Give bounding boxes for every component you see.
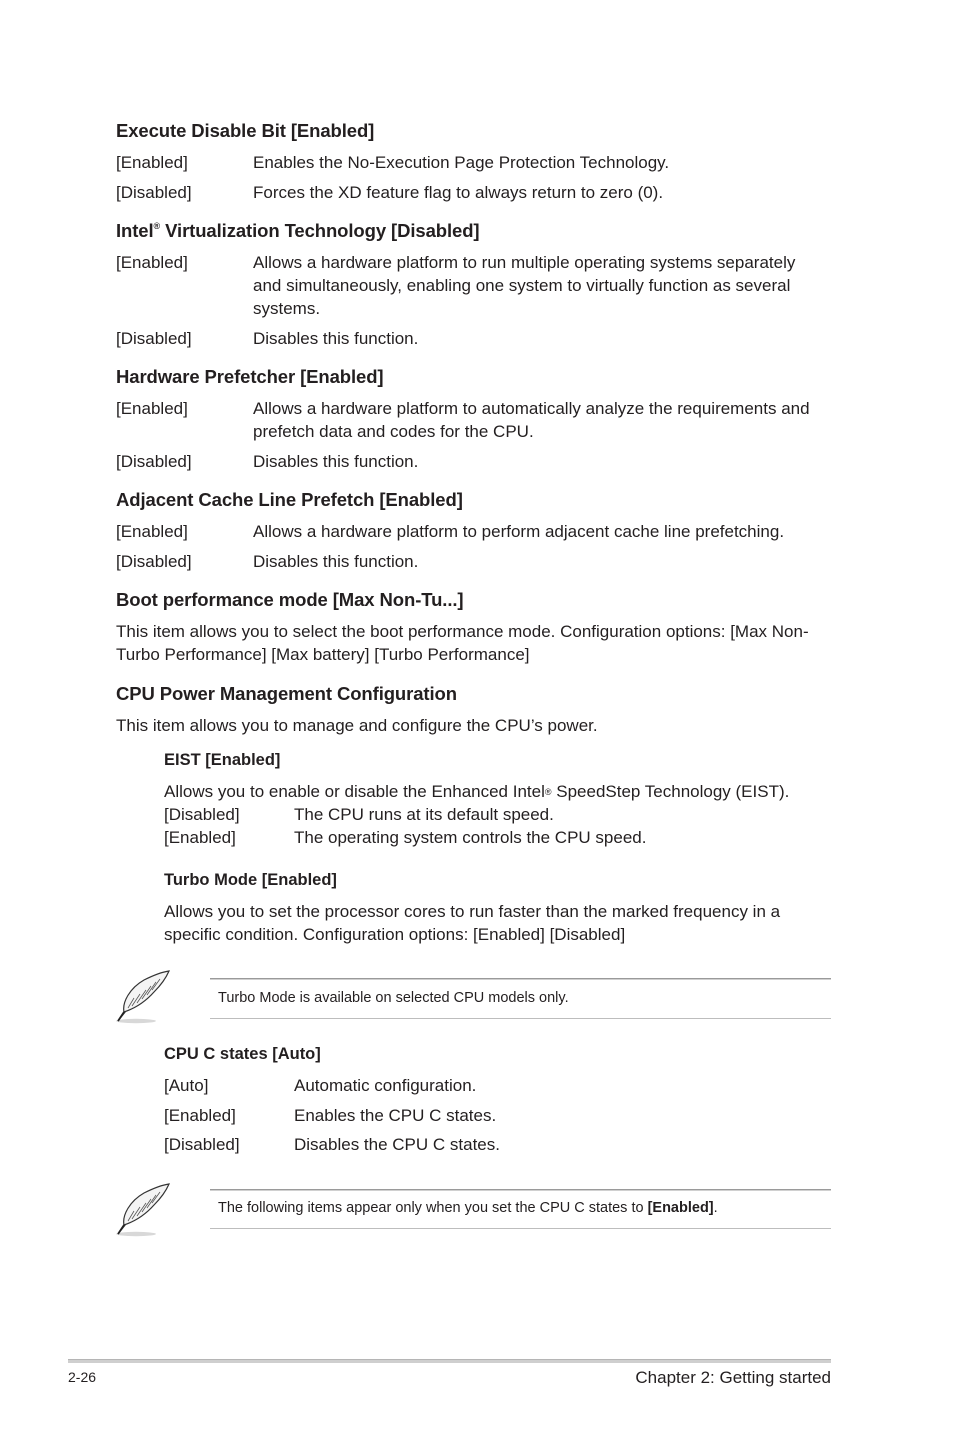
heading-virtualization-technology: Intel® Virtualization Technology [Disabled]: [116, 220, 480, 241]
note-text: The following items appear only when you set the CPU C states to [Enabled].: [218, 1200, 718, 1216]
option-label: [Enabled]: [164, 828, 236, 847]
option-label: [Disabled]: [164, 805, 240, 824]
option-description: Enables the No-Execution Page Protection Technology.: [253, 153, 670, 172]
option-label: [Enabled]: [164, 1106, 236, 1125]
heading-execute-disable-bit: Execute Disable Bit [Enabled]: [116, 120, 375, 141]
heading-boot-performance-mode: Boot performance mode [Max Non-Tu...]: [116, 589, 464, 610]
option-description: Disables the CPU C states.: [294, 1135, 500, 1154]
option-label: [Enabled]: [116, 253, 188, 272]
note-text: Turbo Mode is available on selected CPU models only.: [218, 990, 569, 1006]
footer-divider: [68, 1359, 831, 1363]
subheading-cpu-c-states: CPU C states [Auto]: [164, 1045, 321, 1063]
note-divider-bottom: [210, 1018, 831, 1019]
section-body: Allows you to set the processor cores to run faster than the marked frequency in a specific condition. Configuration options: [Enabled] [Disabled]: [164, 902, 781, 944]
option-label: [Enabled]: [116, 399, 188, 418]
option-label: [Disabled]: [116, 552, 192, 571]
option-description: The operating system controls the CPU speed.: [294, 828, 647, 847]
option-description: Disables this function.: [253, 552, 419, 571]
option-description: Automatic configuration.: [294, 1076, 477, 1095]
option-label: [Disabled]: [164, 1135, 240, 1154]
option-label: [Enabled]: [116, 153, 188, 172]
option-description: The CPU runs at its default speed.: [294, 805, 554, 824]
chapter-title: Chapter 2: Getting started: [635, 1368, 831, 1387]
option-label: [Auto]: [164, 1076, 209, 1095]
section-body: Allows you to enable or disable the Enhanced Intel® SpeedStep Technology (EIST).: [164, 782, 790, 801]
option-description: Enables the CPU C states.: [294, 1106, 497, 1125]
option-description: Allows a hardware platform to automatically analyze the requirements and prefetch data and codes for the CPU.: [253, 399, 810, 441]
page-number: 2-26: [68, 1369, 97, 1385]
note-divider-top: [210, 1189, 831, 1190]
note-divider-top: [210, 978, 831, 979]
heading-adjacent-cache-line-prefetch: Adjacent Cache Line Prefetch [Enabled]: [116, 489, 463, 510]
feather-pen-icon: [114, 968, 172, 1026]
option-description: Forces the XD feature flag to always return to zero (0).: [253, 183, 664, 202]
feather-pen-icon: [114, 1181, 172, 1239]
section-body: This item allows you to select the boot performance mode. Configuration options: [Max Non-Turbo Performance] [Max battery] [Turbo Performance]: [116, 622, 809, 664]
option-description: Disables this function.: [253, 329, 419, 348]
option-label: [Disabled]: [116, 183, 192, 202]
subheading-eist: EIST [Enabled]: [164, 751, 281, 769]
option-description: Allows a hardware platform to perform adjacent cache line prefetching.: [253, 522, 785, 541]
option-description: Disables this function.: [253, 452, 419, 471]
section-body: This item allows you to manage and configure the CPU’s power.: [116, 716, 598, 735]
option-label: [Disabled]: [116, 329, 192, 348]
option-label: [Disabled]: [116, 452, 192, 471]
heading-cpu-power-management: CPU Power Management Configuration: [116, 683, 457, 704]
option-description: Allows a hardware platform to run multiple operating systems separately and simultaneously, enabling one system to virtually function as several systems.: [253, 253, 796, 318]
note-divider-bottom: [210, 1228, 831, 1229]
subheading-turbo-mode: Turbo Mode [Enabled]: [164, 871, 337, 889]
option-label: [Enabled]: [116, 522, 188, 541]
heading-hardware-prefetcher: Hardware Prefetcher [Enabled]: [116, 366, 384, 387]
